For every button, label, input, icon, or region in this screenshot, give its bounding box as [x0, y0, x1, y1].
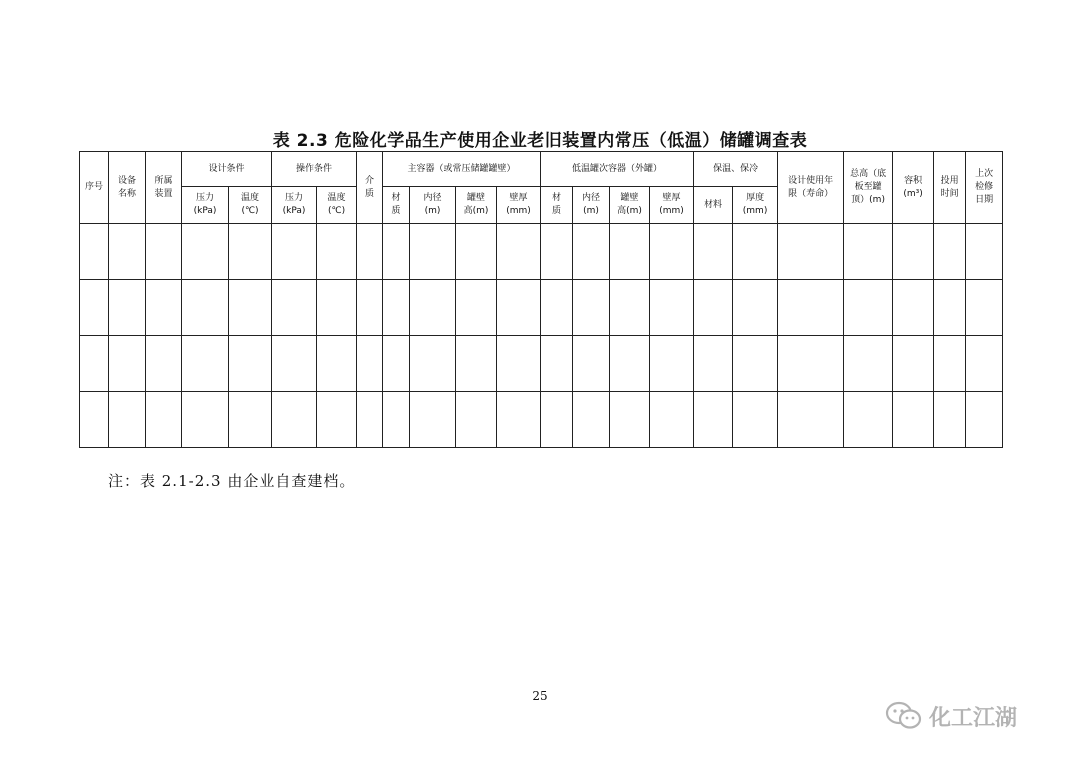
table-cell	[410, 224, 456, 280]
table-cell	[541, 392, 573, 448]
table-row	[80, 280, 1003, 336]
table-cell	[383, 224, 410, 280]
header-design-pressure: 压力 (kPa)	[182, 187, 229, 224]
table-cell	[778, 336, 844, 392]
header-unit: 所属 装置	[146, 152, 182, 224]
table-cell	[229, 224, 272, 280]
table-cell	[456, 336, 497, 392]
table-cell	[182, 224, 229, 280]
table-note: 注：表 2.1-2.3 由企业自查建档。	[108, 472, 356, 490]
table-cell	[844, 336, 893, 392]
header-design-conditions: 设计条件	[182, 152, 272, 187]
table-cell	[610, 392, 650, 448]
table-cell	[694, 336, 733, 392]
table-cell	[573, 224, 610, 280]
header-oper-pressure: 压力 (kPa)	[272, 187, 317, 224]
table-cell	[610, 224, 650, 280]
table-cell	[182, 280, 229, 336]
table-cell	[966, 280, 1003, 336]
table-cell	[146, 224, 182, 280]
header-main-vessel: 主容器（或常压储罐罐壁）	[383, 152, 541, 187]
table-cell	[966, 392, 1003, 448]
table-cell	[497, 336, 541, 392]
header-main-wall-height: 罐壁 高(m)	[456, 187, 497, 224]
header-insulation: 保温、保冷	[694, 152, 778, 187]
table-cell	[694, 280, 733, 336]
table-cell	[80, 224, 109, 280]
table-cell	[317, 280, 357, 336]
header-sec-wall-height: 罐壁 高(m)	[610, 187, 650, 224]
table-cell	[934, 280, 966, 336]
table-cell	[573, 336, 610, 392]
watermark-text: 化工江湖	[929, 705, 1018, 731]
table-cell	[410, 336, 456, 392]
tank-survey-table	[79, 151, 1003, 448]
header-ins-material: 材料	[694, 187, 733, 224]
header-volume: 容积 (m³)	[893, 152, 934, 224]
header-last-inspection: 上次 检修 日期	[966, 152, 1003, 224]
header-secondary-vessel: 低温罐次容器（外罐）	[541, 152, 694, 187]
header-main-material: 材 质	[383, 187, 410, 224]
table-cell	[844, 280, 893, 336]
table-cell	[80, 392, 109, 448]
table-cell	[893, 336, 934, 392]
table-cell	[610, 336, 650, 392]
header-sec-thickness: 壁厚 (mm)	[650, 187, 694, 224]
table-cell	[650, 280, 694, 336]
table-cell	[109, 280, 146, 336]
table-cell	[497, 224, 541, 280]
table-cell	[456, 280, 497, 336]
table-cell	[541, 224, 573, 280]
header-total-height: 总高（底 板至罐 顶）(m)	[844, 152, 893, 224]
table-cell	[650, 224, 694, 280]
table-cell	[966, 224, 1003, 280]
table-cell	[80, 336, 109, 392]
table-cell	[146, 392, 182, 448]
table-cell	[541, 336, 573, 392]
table-cell	[778, 224, 844, 280]
table-cell	[357, 392, 383, 448]
header-device-name: 设备 名称	[109, 152, 146, 224]
table-cell	[893, 280, 934, 336]
header-sec-material: 材 质	[541, 187, 573, 224]
table-cell	[497, 392, 541, 448]
table-cell	[694, 392, 733, 448]
header-design-life: 设计使用年 限（寿命）	[778, 152, 844, 224]
table-cell	[317, 392, 357, 448]
table-cell	[650, 336, 694, 392]
wechat-icon	[885, 700, 923, 732]
table-cell	[694, 224, 733, 280]
table-cell	[410, 392, 456, 448]
table-cell	[229, 336, 272, 392]
table-cell	[272, 392, 317, 448]
header-operating-conditions: 操作条件	[272, 152, 357, 187]
table-cell	[456, 224, 497, 280]
table-cell	[182, 336, 229, 392]
table-cell	[357, 280, 383, 336]
table-cell	[934, 392, 966, 448]
table-cell	[383, 392, 410, 448]
table-cell	[733, 336, 778, 392]
header-oper-temp: 温度 (℃)	[317, 187, 357, 224]
header-sec-inner-diameter: 内径 (m)	[573, 187, 610, 224]
table-cell	[317, 336, 357, 392]
table-cell	[456, 392, 497, 448]
table-cell	[229, 280, 272, 336]
table-cell	[778, 392, 844, 448]
table-cell	[934, 336, 966, 392]
table-row	[80, 224, 1003, 280]
table-cell	[733, 392, 778, 448]
header-medium: 介 质	[357, 152, 383, 224]
table-cell	[610, 280, 650, 336]
header-seq: 序号	[80, 152, 109, 224]
page-title: 表 2.3 危险化学品生产使用企业老旧装置内常压（低温）储罐调查表	[272, 131, 808, 151]
table-cell	[893, 392, 934, 448]
table-cell	[357, 224, 383, 280]
header-main-thickness: 壁厚 (mm)	[497, 187, 541, 224]
table-cell	[80, 280, 109, 336]
table-cell	[966, 336, 1003, 392]
table-cell	[497, 280, 541, 336]
table-cell	[573, 392, 610, 448]
header-row-1	[80, 152, 1003, 187]
table-cell	[934, 224, 966, 280]
table-cell	[383, 336, 410, 392]
table-cell	[357, 336, 383, 392]
table-cell	[272, 224, 317, 280]
table-cell	[109, 224, 146, 280]
table-cell	[541, 280, 573, 336]
watermark	[885, 700, 1017, 732]
table-cell	[109, 392, 146, 448]
table-cell	[383, 280, 410, 336]
table-cell	[650, 392, 694, 448]
table-cell	[844, 224, 893, 280]
table-cell	[182, 392, 229, 448]
table-row	[80, 392, 1003, 448]
table-cell	[778, 280, 844, 336]
table-cell	[317, 224, 357, 280]
table-cell	[893, 224, 934, 280]
table-cell	[844, 392, 893, 448]
header-main-inner-diameter: 内径 (m)	[410, 187, 456, 224]
table-cell	[146, 280, 182, 336]
header-ins-thickness: 厚度 (mm)	[733, 187, 778, 224]
header-design-temp: 温度 (℃)	[229, 187, 272, 224]
table-cell	[733, 280, 778, 336]
table-cell	[573, 280, 610, 336]
table-cell	[272, 280, 317, 336]
table-cell	[146, 336, 182, 392]
table-cell	[410, 280, 456, 336]
table-body	[80, 224, 1003, 448]
header-commission-time: 投用 时间	[934, 152, 966, 224]
table-cell	[733, 224, 778, 280]
table-row	[80, 336, 1003, 392]
table-cell	[272, 336, 317, 392]
table-cell	[229, 392, 272, 448]
table-cell	[109, 336, 146, 392]
page-number: 25	[532, 689, 548, 703]
